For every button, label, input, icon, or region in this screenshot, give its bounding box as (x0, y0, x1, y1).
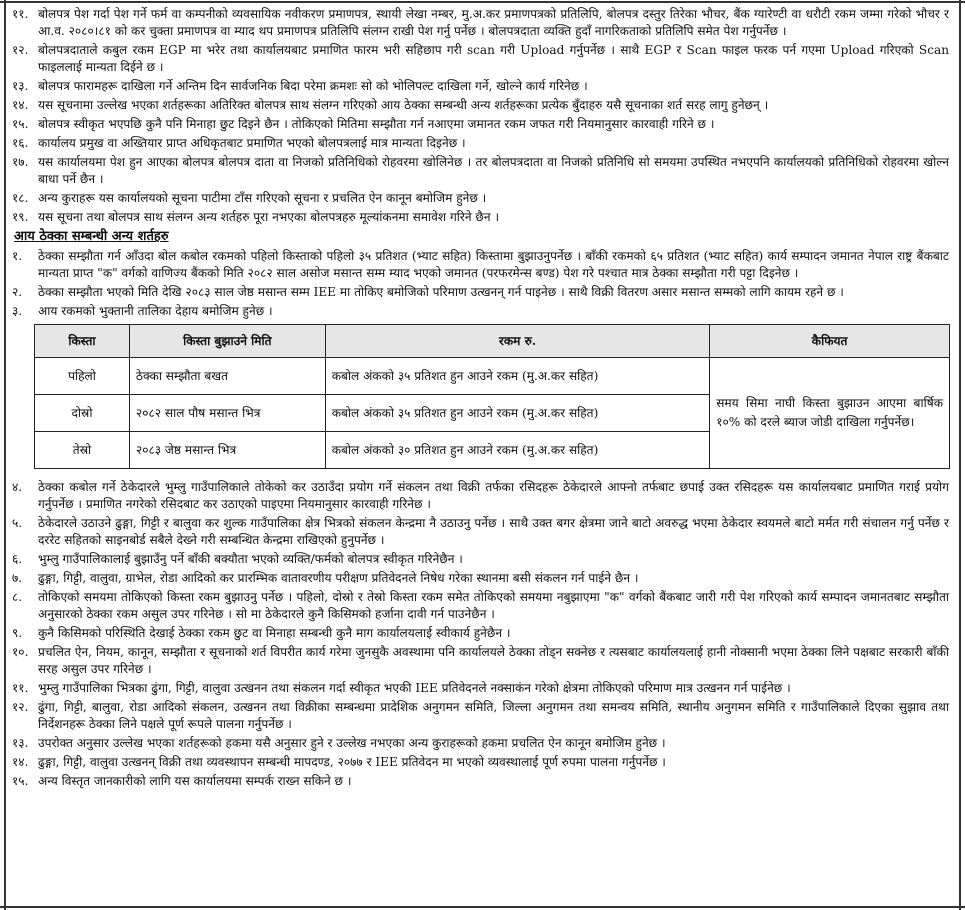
column-header: कैफियत (710, 325, 950, 358)
item-number: २. (12, 285, 23, 299)
item-text: यस कार्यालयमा पेश हुन आएका बोलपत्र बोलपत्र दाता वा निजको प्रतिनिधिको रोहवरमा खोलिनेछ । तर बोलपत्रदाता वा निजको प्रतिनिधि सो समयमा उपस्थित नभएपनि कार्यालयको प्रतिनिधिको रोहवरमा खोल्न बाधा पर्ने छैन । (38, 155, 949, 186)
list-item (12, 154, 949, 188)
installment-cell: दोस्रो (35, 395, 130, 432)
item-number: १५. (12, 117, 29, 131)
payment-schedule-table (34, 324, 950, 469)
item-number: १२. (12, 43, 29, 57)
item-number: १३. (12, 736, 29, 750)
list-item (12, 754, 949, 771)
item-number: ३. (12, 304, 23, 318)
item-text: कुनै किसिमको परिस्थिति देखाई ठेक्का रकम छुट वा मिनाहा सम्बन्धी कुनै माग कार्यालयलाई स्वीकार्य हुनेछैन । (38, 626, 511, 640)
item-number: ११. (12, 681, 29, 695)
installment-cell: तेस्रो (35, 432, 130, 469)
list-item (12, 190, 949, 207)
installment-cell: पहिलो (35, 358, 130, 395)
column-header: किस्ता बुझाउने मिति (129, 325, 325, 358)
item-text: तोकिएको समयमा तोकिएको किस्ता रकम बुझाउनु पर्नेछ । पहिलो, दोस्रो र तेस्रो किस्ता रकम समेत तोकिएको समयमा नबुझाएमा "क" वर्गको बैंकबाट जारी गरी पेश गरिएको कार्य सम्पादन जमानतबाट सम्झौता अनुसारको ठेक्का रकम असुल उपर गरिनेछ । सो मा ठेकेदारले कुनै किसिमको हर्जाना दावी गर्न पाउनेछैन । (38, 590, 949, 621)
item-text: ढुङ्गा, गिट्टी, वालुवा उत्खनन् विक्री तथा व्यवस्थापन सम्बन्धी मापदण्ड, २०७७ र IEE प्रतिवेदन मा भएको व्यवस्थालाई पूर्ण रुपमा पालना गर्नुपर्नेछ । (38, 755, 666, 769)
list-item (12, 680, 949, 697)
item-text: अन्य विस्तृत जानकारीको लागि यस कार्यालयमा सम्पर्क राख्न सकिने छ । (38, 774, 352, 788)
item-text: ठेक्का सम्झौता गर्न आँउदा बोल कबोल रकमको पहिलो किस्ताको पहिलो ३५ प्रतिशत (भ्याट सहित) किस्तामा बुझाउनुपर्नेछ । बाँकी रकमको ६५ प्रतिशत (भ्याट सहित) कार्य सम्पादन जमानत नेपाल राष्ट्र बैंकबाट मान्यता प्राप्त "क" वर्गको वाणिज्य बैंकको मिति २०८२ साल असोज मसान्त सम्म म्याद भएको जमानत (परफरमेन्स बण्ड) पेश गरे पश्चात मात्र ठेक्का सम्झौता गरी पट्टा दिइनेछ । (38, 249, 949, 280)
list-item (12, 6, 949, 40)
item-text: बोलपत्र स्वीकृत भएपछि कुनै पनि मिनाहा छुट दिइने छैन । तोकिएको मितिमा सम्झौता गर्न नआएमा जमानत रकम जफत गरी नियमानुसार कारवाही गरिने छ । (38, 117, 715, 131)
item-number: ९. (12, 626, 23, 640)
item-text: यस सूचनामा उल्लेख भएका शर्तहरूका अतिरिक्त बोलपत्र साथ संलग्न गरिएको आय ठेक्का सम्बन्धी अन्य शर्तहरूका प्रत्येक बुँदाहरु यसै सूचनाका शर्त सरह लागु हुनेछन् । (38, 98, 769, 112)
item-text: अन्य कुराहरू यस कार्यालयको सूचना पाटीमा टाँस गरिएको सूचना र प्रचलित ऐन कानून बमोजिम हुनेछ । (38, 191, 487, 205)
column-header: किस्ता (35, 325, 130, 358)
left-border (4, 0, 6, 910)
item-number: १९. (12, 210, 29, 224)
bottom-border (0, 906, 965, 908)
item-text: ढुङ्गा, गिट्टी, वालुवा, ग्राभेल, रोडा आदिको कर प्रारम्भिक वातावरणीय परीक्षण प्रतिवेदनले निषेध गरेका स्थानमा बसी संकलन गर्न पाईने छैन । (38, 571, 639, 585)
item-number: ४. (12, 480, 23, 494)
item-number: १. (12, 249, 23, 263)
item-text: भुम्लु गाउँपालिका भित्रका ढुंगा, गिट्टी, वालुवा उत्खनन तथा संकलन गर्दा स्वीकृत भएकी IEE प्रतिवेदनले नक्साकंन गरेको क्षेत्रमा तोकिएको परिमाण मात्र उत्खनन गर्न पाईनेछ । (38, 681, 791, 695)
item-text: बोलपत्र पेश गर्दा पेश गर्ने फर्म वा कम्पनीको व्यवसायिक नवीकरण प्रमाणपत्र, स्थायी लेखा नम्बर, मु.अ.कर प्रमाणपत्रको प्रतिलिपि, बोलपत्र दस्तुर तिरेका भौचर, बैंक ग्यारेण्टी वा धरौटी रकम जम्मा गरेको भौचर र आ.व. २०८०।८१ को कर चुक्ता प्रमाणपत्र वा म्याद थप प्रमाणपत्र प्रतिलिपि संलग्न राखी पेश गर्नु पर्नेछ । बोलपत्रदाता व्यक्ति हुदाँ नागरिकताको प्रतिलिपि समेत पेश गर्नुपर्नेछ । (38, 7, 949, 38)
list-item (12, 515, 949, 549)
item-text: कार्यालय प्रमुख वा अख्तियार प्राप्त अधिकृतबाट प्रमाणित भएको बोलपत्रलाई मात्र मान्यता दिइनेछ । (38, 136, 466, 150)
item-text: बोलपत्र फारामहरू दाखिला गर्ने अन्तिम दिन सार्वजनिक बिदा परेमा क्रमशः सो को भोलिपल्ट दाखिला गर्ने, खोल्ने कार्य गरिनेछ । (38, 79, 588, 93)
amount-cell: कबोल अंकको ३५ प्रतिशत हुन आउने रकम (मु.अ.कर सहित) (325, 358, 710, 395)
item-text: प्रचलित ऐन, नियम, कानून, सम्झौता र सूचनाको शर्त विपरीत कार्य गरेमा जुनसुकै अवस्थामा पनि कार्यालयले ठेक्का तोड्न सक्नेछ र त्यसबाट कार्यालयलाई हानी नोक्सानी भएमा ठेक्का लिने पक्षबाट सरकारी बाँकी सरह असुल उपर गरिनेछ । (38, 645, 949, 676)
notice-content (12, 6, 949, 792)
section-heading: आय ठेक्का सम्बन्धी अन्य शर्तहरु (14, 229, 169, 244)
list-item (12, 78, 949, 95)
item-number: १४. (12, 98, 29, 112)
list-item (12, 479, 949, 513)
list-item (12, 570, 949, 587)
list-item (12, 699, 949, 733)
column-header: रकम रु. (325, 325, 710, 358)
amount-cell: कबोल अंकको ३० प्रतिशत हुन आउने रकम (मु.अ.कर सहित) (325, 432, 710, 469)
item-text: आय रकमको भुक्तानी तालिका देहाय बमोजिम हुनेछ । (38, 304, 273, 318)
item-number: १३. (12, 79, 29, 93)
remark-cell: समय सिमा नाघी किस्ता बुझाउन आएमा बार्षिक १०% को दरले ब्याज जोडी दाखिला गर्नुपर्नेछ। (710, 358, 950, 469)
item-number: ६. (12, 552, 23, 566)
due-date-cell: २०८२ साल पौष मसान्त भित्र (129, 395, 325, 432)
item-number: ११. (12, 7, 29, 21)
contract-conditions-list-a (12, 248, 949, 320)
item-text: ठेकेदारले उठाउने ढुङ्गा, गिट्टी र बालुवा कर शुल्क गाउँपालिका क्षेत्र भित्रको संकलन केन्द्रमा नै उठाउनु पर्नेछ । साथै उक्त बगर क्षेत्रमा जाने बाटो अवरुद्ध भएमा ठेकेदार स्वयमले बाटो मर्मत गरी संचालन गर्नु पर्नेछ र दररेट सहितको साइनबोर्ड सबैले देख्ने गरी सम्बन्धित केन्द्रमा राखिएको हुनुपर्नेछ । (38, 516, 949, 547)
top-border (0, 1, 965, 3)
list-item (12, 735, 949, 752)
list-item (12, 42, 949, 76)
list-item (12, 284, 949, 301)
item-text: बोलपत्रदाताले कबुल रकम EGP मा भरेर तथा कार्यालयबाट प्रमाणित फारम भरी सहिछाप गरी scan गरी Upload गर्नुपर्नेछ । साथै EGP र Scan फाइल फरक पर्न गएमा Upload गरिएको Scan फाइललाई मान्यता दिईने छ । (38, 43, 949, 74)
list-item (12, 209, 949, 226)
table-header-row (35, 325, 950, 358)
list-item (12, 589, 949, 623)
list-item (12, 625, 949, 642)
list-item (12, 773, 949, 790)
bid-conditions-list (12, 6, 949, 226)
list-item (12, 551, 949, 568)
item-number: १६. (12, 136, 29, 150)
item-number: १२. (12, 700, 29, 714)
item-text: भुम्लु गाउँपालिकालाई बुझाउँनु पर्ने बाँकी बक्यौता भएको व्यक्ति/फर्मको बोलपत्र स्वीकृत गरिनेछैन । (38, 552, 463, 566)
item-number: १८. (12, 191, 29, 205)
contract-conditions-list-b (12, 479, 949, 790)
amount-cell: कबोल अंकको ३५ प्रतिशत हुन आउने रकम (मु.अ.कर सहित) (325, 395, 710, 432)
item-number: ७. (12, 571, 23, 585)
due-date-cell: २०८३ जेष्ठ मसान्त भित्र (129, 432, 325, 469)
list-item (12, 644, 949, 678)
item-text: ठेक्का सम्झौता भएको मिति देखि २०८३ साल जेष्ठ मसान्त सम्म IEE मा तोकिए बमोजिको परिमाण उत्खनन् गर्न पाइनेछ । साथै विक्री वितरण असार मसान्त सम्मको लागि कायम रहने छ । (38, 285, 844, 299)
item-number: १५. (12, 774, 29, 788)
item-number: ८. (12, 590, 23, 604)
list-item (12, 116, 949, 133)
list-item (12, 303, 949, 320)
due-date-cell: ठेक्का सम्झौता बखत (129, 358, 325, 395)
item-number: १०. (12, 645, 29, 659)
list-item (12, 97, 949, 114)
right-border (959, 0, 961, 910)
item-text: ठेक्का कबोल गर्ने ठेकेदारले भुम्लु गाउँपालिकाले तोकेको कर उठाउँदा प्रयोग गर्ने संकलन तथा विक्री तर्फका रसिदहरू ठेकेदारले आफ्नो तर्फबाट छपाई उक्त रसिदहरू यस कार्यालयबाट प्रमाणित गराई प्रयोग गर्नुपर्नेछ । प्रमाणित नगरेको रसिदबाट कर उठाएको पाइएमा नियमानुसार कारवाही गरिनेछ । (38, 480, 949, 511)
item-number: १७. (12, 155, 29, 169)
item-number: १४. (12, 755, 29, 769)
table-row (35, 358, 950, 395)
item-number: ५. (12, 516, 23, 530)
item-text: उपरोक्त अनुसार उल्लेख भएका शर्तहरूको हकमा यसै अनुसार हुने र उल्लेख नभएका अन्य कुराहरूको हकमा प्रचलित ऐन कानून बमोजिम हुनेछ । (38, 736, 666, 750)
list-item (12, 135, 949, 152)
item-text: ढुंगा, गिट्टी, बालुवा, रोडा आदिको संकलन, उत्खनन तथा विक्रीका सम्बन्धमा प्रादेशिक अनुगमन समिति, जिल्ला अनुगमन तथा समन्वय समिति, स्थानीय अनुगमन समिति र गाउँपालिकाले दिएका सुझाव तथा निर्देशनहरू ठेक्का लिने पक्षले पूर्ण रूपले पालना गर्नुपर्नेछ । (38, 700, 949, 731)
item-text: यस सूचना तथा बोलपत्र साथ संलग्न अन्य शर्तहरु पूरा नभएका बोलपत्रहरु मूल्यांकनमा समावेश गरिने छैन । (38, 210, 500, 224)
list-item (12, 248, 949, 282)
